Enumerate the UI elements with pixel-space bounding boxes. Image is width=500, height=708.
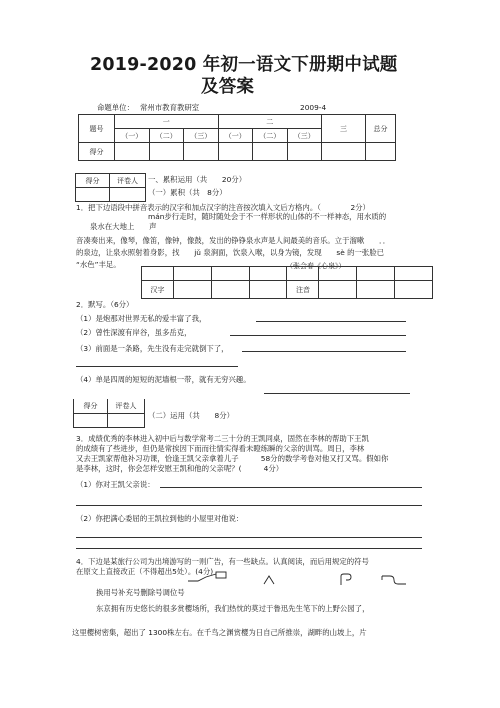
q3-line3: 又去王凯家帮他补习功课，恰逢王凯父亲拿着儿子 58分的数学考卷对他又打又骂。假如你	[76, 454, 389, 463]
insert-mark-icon	[262, 574, 276, 586]
part1-heading: 一、累积运用（共 20分）	[148, 175, 247, 184]
unit-name: 常州市教育教研室	[140, 103, 200, 112]
score-cell	[149, 143, 184, 161]
score-cell	[218, 143, 253, 161]
q2-item-3: （3）前面是一条路，先生没有走完就倒下了，	[76, 344, 229, 353]
q4-ad-line2: 这里樱树密集，超出了 1300株左右。在千鸟之渊赏樱为日自己所推崇，湖畔的山坡上，片	[72, 628, 367, 637]
grader-cell	[74, 413, 108, 427]
page-title: 2019-2020 年初一语文下册期中试题	[90, 55, 398, 75]
q4-ad-line1: 东京拥有历史悠长的很多赏樱场所，我们热忱的莫过于鲁迅先生笔下的上野公园了，	[96, 604, 370, 613]
answer-cell[interactable]	[357, 281, 395, 299]
sub-cell: （二）	[253, 129, 288, 143]
q1-line3: 泉水在大地上 声	[90, 222, 157, 231]
q3-line2: 的成绩有了些进步，但仍是常挨因下而而往情实得看未瞪练瞬的父亲的训骂。周日，李林	[76, 444, 365, 453]
transpose-mark-icon	[380, 572, 408, 586]
answer-cell[interactable]	[319, 267, 357, 281]
score-cell	[322, 143, 366, 161]
score-cell	[253, 143, 288, 161]
answer-cell[interactable]	[395, 281, 433, 299]
q1-answer-table	[141, 266, 433, 299]
grader-score-label: 得分	[76, 174, 110, 188]
q2-item-2: （2）曾性深渡有岸谷，虽多岳克，	[76, 328, 192, 337]
answer-line[interactable]	[76, 548, 422, 549]
score-cell	[184, 143, 219, 161]
q1-label-cell	[142, 267, 174, 281]
q4-line2: 在原文上直接改正（不得超出5处）。(4分)	[76, 567, 214, 576]
q2-item-4: （4）单是四周的短短的泥墙根一带，就有无穷兴趣。	[76, 375, 251, 384]
q2-item-1: （1）是炮那对世界无私的爱丰富了我，	[76, 314, 207, 323]
q1-source: （张会春《心泉》）	[286, 262, 346, 270]
q1-label-cell	[287, 267, 319, 281]
answer-cell[interactable]	[319, 281, 357, 299]
q1-line4: 音凑奏出来，像琴，像笛，像钟，像鼓，发出的铮铮泉水声是人间最美的音乐。立于溜嗽 ．．	[76, 236, 391, 245]
section-3: 三	[322, 115, 366, 143]
q3-sub1: （1）你对王凯父亲说：	[76, 480, 155, 489]
answer-cell[interactable]	[249, 267, 287, 281]
grader-cell	[108, 413, 145, 427]
answer-line[interactable]	[76, 366, 238, 367]
score-table	[78, 114, 396, 161]
replace-mark-icon	[186, 571, 236, 585]
grader-label: 评卷人	[110, 174, 146, 188]
q4-line1: 4．下边是某旅行公司为出境游写的一则广告，有一些缺点。认真阅读，而后用规定的符号	[76, 557, 369, 566]
q1-zhuyin-label: 注音	[287, 281, 319, 299]
grader-box-2	[73, 399, 145, 428]
answer-line[interactable]	[264, 393, 410, 394]
grader-cell	[76, 188, 110, 202]
q2-label: 2．默写。（6分）	[76, 300, 134, 309]
q1-line2: mán步行走时，随时随处会于不一样形状的山体的不一样神态，用水质的	[148, 212, 387, 221]
q3-line4: 是李林，这时，你会怎样安慰王凯和他的父亲呢？( 4分）	[76, 464, 284, 473]
answer-line[interactable]	[76, 505, 422, 506]
grader-score-label: 得分	[74, 399, 108, 413]
grader-box	[75, 173, 146, 202]
row-label-defen: 得分	[79, 143, 115, 161]
answer-cell[interactable]	[211, 281, 249, 299]
part1-sub2: （二）运用（共 8分）	[148, 411, 235, 420]
grader-label: 评卷人	[108, 399, 145, 413]
date: 2009-4	[300, 103, 327, 112]
q4-symbols-label: 换用号补充号删除号调位号	[96, 588, 185, 597]
answer-cell[interactable]	[211, 267, 249, 281]
answer-line[interactable]	[230, 335, 406, 336]
q1-line6: “水色”丰足。	[76, 260, 121, 269]
answer-cell[interactable]	[395, 267, 433, 281]
answer-line[interactable]	[242, 351, 406, 352]
delete-mark-icon	[338, 573, 356, 587]
q1-line1: 1．把下边语段中拼音表示的汉字和加点汉字的注音按次填入文后方格内。（ 2分）	[76, 203, 370, 212]
part1-sub1: （一）累积（共 8分）	[148, 188, 227, 197]
sub-cell: （三）	[287, 129, 322, 143]
sub-cell: （一）	[115, 129, 150, 143]
score-cell	[115, 143, 150, 161]
q3-sub2: （2）你把满心委屈的王凯拉到他的小屋里对他说：	[76, 514, 244, 523]
score-cell	[366, 143, 396, 161]
grader-cell	[110, 188, 146, 202]
answer-cell[interactable]	[357, 267, 395, 281]
page-title-line2: 及答案	[201, 77, 255, 97]
unit-label: 命题单位：	[97, 103, 134, 112]
sub-cell: （三）	[184, 129, 219, 143]
section-2: 二	[218, 115, 322, 129]
q1-line5: 的泉边，让泉水照射着身影，找 jǔ 泉涧面，饮泉入喉，以身为镜，发现 sè 的一张脸已	[76, 248, 385, 257]
answer-line[interactable]	[256, 321, 406, 322]
answer-cell[interactable]	[174, 267, 212, 281]
answer-line[interactable]	[76, 537, 422, 538]
answer-cell[interactable]	[249, 281, 287, 299]
q1-hanzi-label: 汉字	[142, 281, 174, 299]
sub-cell: （一）	[218, 129, 253, 143]
row-label-tihao: 题号	[79, 115, 115, 143]
answer-cell[interactable]	[174, 281, 212, 299]
sub-cell: （二）	[149, 129, 184, 143]
answer-line[interactable]	[160, 487, 422, 488]
total-header: 总分	[366, 115, 396, 143]
q3-line1: 3．成绩优秀的李林进入初中后与数学常考二三十分的王凯同桌，固然在李林的帮助下王凯	[76, 434, 369, 443]
section-1: 一	[115, 115, 219, 129]
score-cell	[287, 143, 322, 161]
